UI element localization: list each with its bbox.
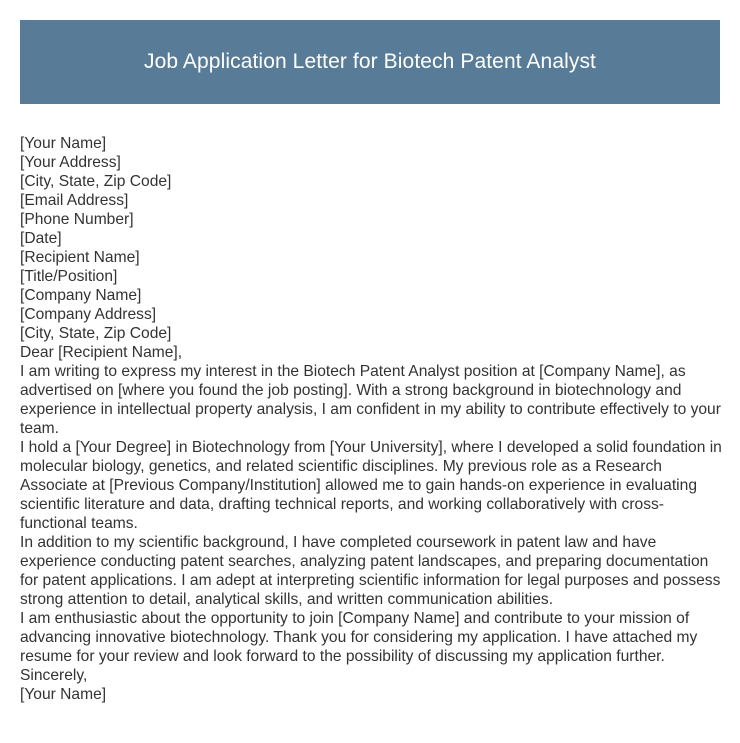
paragraph-experience: In addition to my scientific background, I have completed coursework in patent law and have experience conducting patent searches, analyzing patent landscapes, and preparing documentation for patent applications. I am adept at interpreting scientific information for legal purposes and possess strong attention to detail, analytical skills, and written communication abilities. (20, 534, 721, 608)
letter-date: [Date] (20, 230, 62, 247)
recipient-company: [Company Name] (20, 287, 142, 304)
sender-city-state-zip: [City, State, Zip Code] (20, 173, 172, 190)
sender-name: [Your Name] (20, 135, 107, 152)
sender-email: [Email Address] (20, 192, 129, 209)
recipient-city-state-zip: [City, State, Zip Code] (20, 325, 172, 342)
recipient-name: [Recipient Name] (20, 249, 140, 266)
paragraph-intro: I am writing to express my interest in the Biotech Patent Analyst position at [Company Name], as advertised on [where you found the job posting]. With a strong background in biotechnology and experience in intellectual property analysis, I am confident in my ability to contribute effectively to your team. (20, 363, 721, 437)
paragraph-closing: I am enthusiastic about the opportunity to join [Company Name] and contribute to your mission of advancing innovative biotechnology. Thank you for considering my application. I have attached my resume for your review and look forward to the possibility of discussing my application further. (20, 610, 698, 665)
sender-address: [Your Address] (20, 154, 121, 171)
page-title: Job Application Letter for Biotech Patent Analyst (143, 50, 596, 73)
closing: Sincerely, (20, 667, 88, 684)
letter-header (20, 20, 720, 104)
salutation: Dear [Recipient Name], (20, 344, 183, 361)
paragraph-education: I hold a [Your Degree] in Biotechnology from [Your University], where I developed a solid foundation in molecular biology, genetics, and related scientific disciplines. My previous role as a Research Associate at [Previous Company/Institution] allowed me to gain hands-on experience in evaluating scientific literature and data, drafting technical reports, and working collaboratively with cross-functional teams. (20, 439, 722, 532)
recipient-address: [Company Address] (20, 306, 157, 323)
sender-phone: [Phone Number] (20, 211, 134, 228)
letter-body (20, 134, 724, 704)
recipient-title: [Title/Position] (20, 268, 118, 285)
signature: [Your Name] (20, 686, 107, 703)
